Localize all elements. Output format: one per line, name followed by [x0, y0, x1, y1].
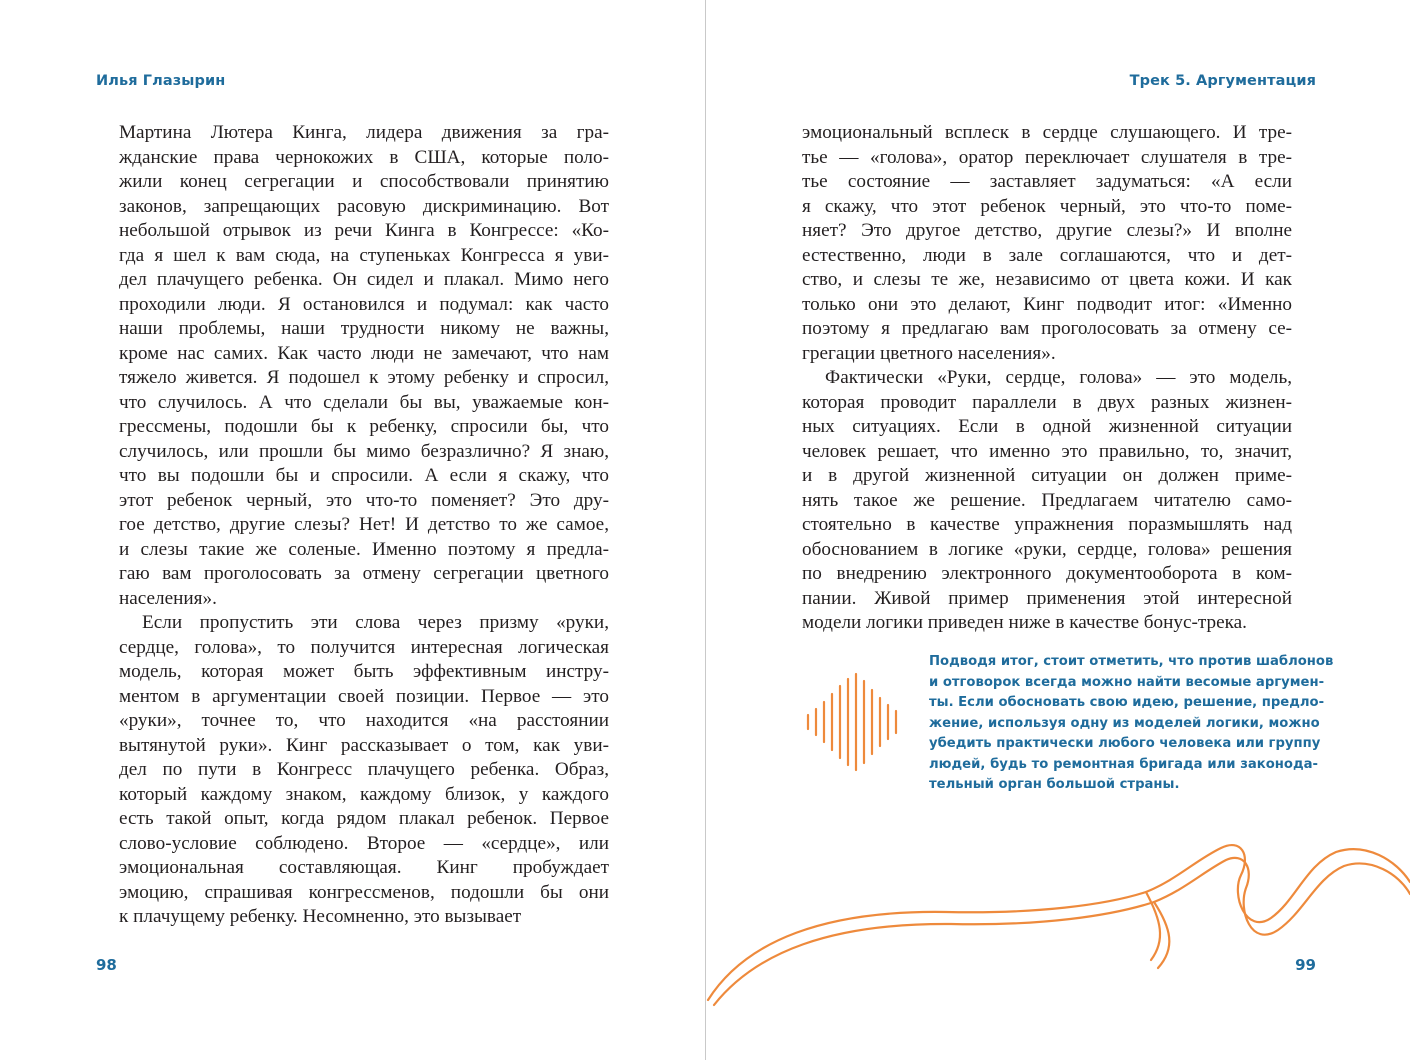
text-line: тье состояние — заставляет задуматься: «А если [802, 171, 1292, 192]
text-line: этот ребенок черный, это что-то поменяет? Это дру- [119, 489, 609, 511]
text-line: ты. Если обосновать свою идею, решение, предло- [929, 695, 1325, 710]
text-line: людей, будь то ремонтная бригада или законода- [929, 756, 1318, 772]
text-line: и отговорок всегда можно найти весомые аргумен- [929, 674, 1325, 690]
page-number-right: 99 [1295, 956, 1316, 974]
text-line: грессмены, подошли бы к ребенку, спросили бы, что [119, 416, 609, 437]
text-line: Если пропустить эти слова через призму «руки, [119, 612, 609, 633]
text-line: слово-условие соблюдено. Второе — «сердце», или [119, 832, 609, 854]
text-line: человек решает, что именно это правильно, то, значит, [802, 440, 1292, 462]
text-line: населения». [119, 587, 217, 609]
text-line: ных ситуациях. Если в одной жизненной ситуации [802, 416, 1292, 437]
text-line: проходили люди. Я остановился и подумал: как часто [119, 293, 609, 315]
text-line: гаю вам проголосовать за отмену сегрегации цветного [119, 563, 609, 584]
text-line: няет? Это другое детство, другие слезы?» И вполне [802, 220, 1292, 241]
text-line: который каждому знаком, каждому близок, у каждого [119, 783, 609, 805]
text-line: стоятельно в качестве упражнения поразмышлять над [802, 514, 1292, 535]
text-line: дел по пути в Конгресс плачущего ребенка. Образ, [119, 759, 609, 780]
text-line: убедить практически любого человека или группу [929, 736, 1321, 751]
text-line: тяжело живется. Я подошел к этому ребенку и спросил, [119, 367, 609, 388]
text-line: Подводя итог, стоит отметить, что против шаблонов [929, 654, 1334, 669]
text-line: естественно, люди в зале соглашаются, что и дет- [802, 244, 1292, 266]
text-line: я скажу, что этот ребенок черный, это что-то поме- [802, 195, 1292, 217]
text-line: поэтому я предлагаю вам проголосовать за отмену се- [802, 318, 1292, 339]
text-line: ментом в аргументации своей позиции. Первое — это [119, 685, 609, 707]
text-line: гда я шел к вам сюда, на ступеньках Конгресса я уви- [119, 244, 609, 266]
text-line: модель, которая может быть эффективным инстру- [119, 661, 609, 682]
text-line: пании. Живой пример применения этой интересной [802, 587, 1292, 609]
text-line: вытянутой руки». Кинг рассказывает о том, как уви- [119, 734, 609, 756]
text-line: эмоциональная составляющая. Кинг пробуждает [119, 857, 609, 878]
text-line: случилось, или прошли бы мимо безразлично? Я знаю, [119, 440, 609, 462]
soundwave-icon [802, 672, 902, 772]
text-line: Фактически «Руки, сердце, голова» — это модель, [802, 367, 1292, 388]
text-line: небольшой отрывок из речи Кинга в Конгрессе: «Ко- [119, 220, 609, 241]
text-line: наши проблемы, наши трудности никому не важны, [119, 318, 609, 339]
text-line: кроме нас самих. Как часто люди не замечают, что нам [119, 342, 609, 364]
text-line: тье — «голова», оратор переключает слушателя в тре- [802, 146, 1292, 168]
running-head-chapter: Трек 5. Аргументация [1129, 73, 1316, 89]
text-line: дел плачущего ребенка. Он сидел и плакал. Мимо него [119, 269, 609, 290]
summary-callout [929, 652, 1334, 796]
text-line: эмоциональный всплеск в сердце слушающего. И тре- [802, 122, 1292, 143]
text-line: что случилось. А что сделали бы вы, уважаемые кон- [119, 391, 609, 413]
right-page [706, 0, 1410, 1060]
text-line: жение, используя одну из моделей логики, можно [929, 715, 1320, 731]
text-line: жили конец сегрегации и способствовали принятию [119, 171, 609, 192]
text-line: и в другой жизненной ситуации он должен приме- [802, 465, 1292, 486]
text-line: которая проводит параллели в двух разных жизнен- [802, 391, 1292, 413]
running-head-author: Илья Глазырин [96, 73, 226, 89]
text-line: жданские права чернокожих в США, которые поло- [119, 146, 609, 168]
text-line: грегации цветного населения». [802, 342, 1056, 364]
text-line: по внедрению электронного документооборота в ком- [802, 563, 1292, 584]
text-line: обоснованием в логике «руки, сердце, голова» решения [802, 538, 1292, 560]
text-line: Мартина Лютера Кинга, лидера движения за гра- [119, 122, 609, 143]
text-line: законов, запрещающих расовую дискриминацию. Вот [119, 195, 609, 217]
page-number-left: 98 [96, 956, 117, 974]
text-line: к плачущему ребенку. Несомненно, это вызывает [119, 906, 522, 927]
text-line: гое детство, другие слезы? Нет! И детство то же самое, [119, 514, 609, 535]
text-line: «руки», точнее то, что находится «на расстоянии [119, 710, 609, 731]
text-line: нять такое же решение. Предлагаем читателю само- [802, 489, 1292, 511]
right-body-text [802, 121, 1292, 636]
text-line: и слезы такие же соленые. Именно поэтому я предла- [119, 538, 609, 560]
text-line: только они это делают, Кинг подводит итог: «Именно [802, 293, 1292, 315]
text-line: тельный орган большой страны. [929, 777, 1180, 792]
text-line: эмоцию, спрашивая конгрессменов, подошли бы они [119, 881, 609, 903]
text-line: ство, и слезы те же, независимо от цвета кожи. И как [802, 269, 1292, 290]
left-body-text [119, 121, 609, 930]
text-line: что вы подошли бы и спросили. А если я скажу, что [119, 465, 609, 486]
ribbon-ornament [706, 830, 1410, 1010]
text-line: сердце, голова», то получится интересная логическая [119, 636, 609, 658]
text-line: есть такой опыт, когда рядом плакал ребенок. Первое [119, 808, 609, 829]
text-line: модели логики приведен ниже в качестве бонус-трека. [802, 612, 1247, 633]
